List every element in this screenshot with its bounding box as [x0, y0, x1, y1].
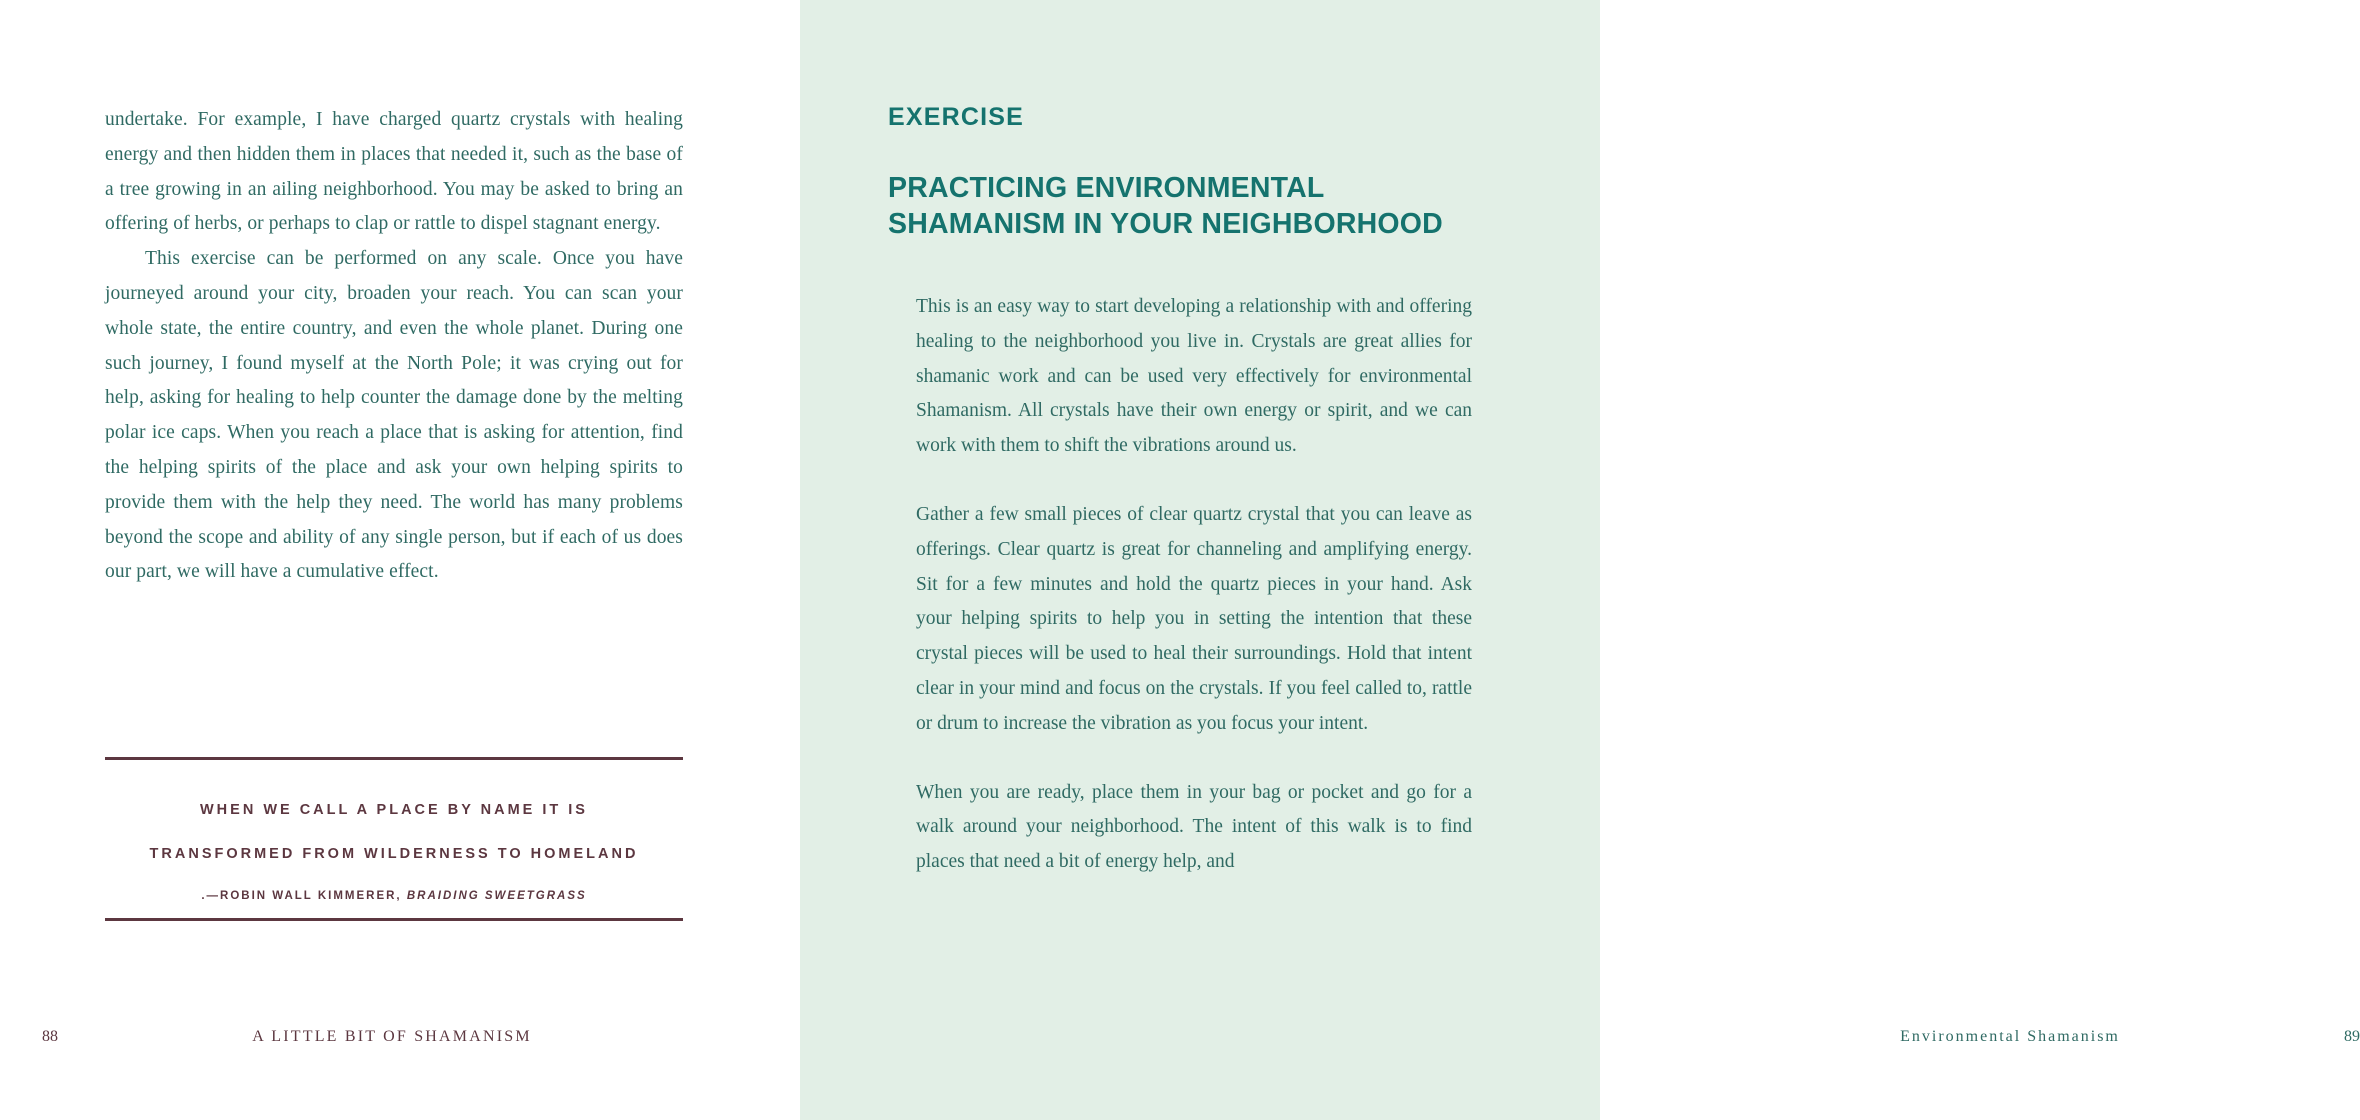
paragraph: Gather a few small pieces of clear quartz crystal that you can leave as offerings. Clear quartz is great for channeling and amplifying energy. Sit for a few minutes and hold the quartz pieces in your hand. Ask your helping spirits to help you in setting the intention that these crystal pieces will be used to heal their surroundings. Hold that intent clear in your mind and focus on the crystals. If you feel called to, rattle or drum to increase the vibration as you focus your intent.: [916, 503, 1472, 734]
exercise-paragraphs: [916, 290, 1472, 880]
quote-attribution-source: BRAIDING SWEETGRASS: [406, 890, 587, 902]
quote-attribution: [105, 890, 683, 902]
left-page-footer: [42, 1028, 742, 1052]
page-number-right: 89: [2344, 1028, 2360, 1045]
left-page-body: [105, 103, 683, 590]
page-number-left: 88: [42, 1028, 58, 1045]
pull-quote: [105, 757, 683, 921]
paragraph: This is an easy way to start developing a relationship with and offering healing to the neighborhood you live in. Crystals are great allies for shamanic work and can be used very effectively for environmental Shamanism. All crystals have their own energy or spirit, and we can work with them to shift the vibrations around us.: [916, 296, 1472, 457]
paragraph: This exercise can be performed on any scale. Once you have journeyed around your city, broaden your reach. You can scan your whole state, the entire country, and even the whole planet. During one such journey, I found myself at the North Pole; it was crying out for help, asking for healing to help counter the damage done by the melting polar ice caps. When you reach a place that is asking for attention, find the helping spirits of the place and ask your own helping spirits to provide them with the help they need. The world has many problems beyond the scope and ability of any single person, but if each of us does our part, we will have a cumulative effect.: [105, 248, 683, 583]
quote-line-1: WHEN WE CALL A PLACE BY NAME IT IS: [200, 802, 588, 818]
paragraph: When you are ready, place them in your bag or pocket and go for a walk around your neighborhood. The intent of this walk is to find places that need a bit of energy help, and: [916, 781, 1472, 873]
quote-text: [105, 760, 683, 918]
running-head-right: Environmental Shamanism: [1900, 1028, 2120, 1045]
right-page-body: [888, 103, 1488, 880]
quote-rule-bottom: [105, 918, 683, 921]
exercise-label: EXERCISE: [888, 103, 1025, 131]
right-page-footer: [1660, 1028, 2360, 1052]
exercise-title: PRACTICING ENVIRONMENTAL SHAMANISM IN YOUR NEIGHBORHOOD: [888, 172, 1443, 240]
quote-line-2: TRANSFORMED FROM WILDERNESS TO HOMELAND: [149, 846, 639, 862]
right-page: [800, 0, 2360, 1120]
left-page: [0, 0, 800, 1120]
running-head-left: A LITTLE BIT OF SHAMANISM: [252, 1028, 532, 1045]
paragraph: undertake. For example, I have charged quartz crystals with healing energy and then hidden them in places that needed it, such as the base of a tree growing in an ailing neighborhood. You may be asked to bring an offering of herbs, or perhaps to clap or rattle to dispel stagnant energy.: [105, 109, 683, 235]
quote-attribution-author: .—ROBIN WALL KIMMERER,: [201, 890, 402, 902]
